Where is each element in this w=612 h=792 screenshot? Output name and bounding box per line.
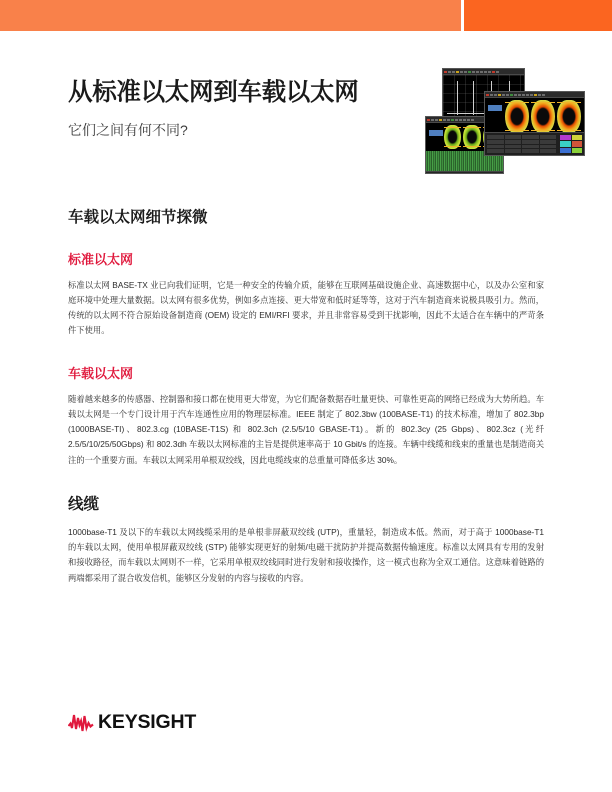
subsection-heading-standard-ethernet: 标准以太网 (68, 251, 134, 267)
keysight-logo (68, 713, 196, 733)
scope-channel-badge (429, 130, 443, 136)
scope-screen (485, 98, 584, 135)
top-banner (0, 0, 612, 31)
banner-right-block (464, 0, 612, 31)
scope-measurement-panel (485, 132, 584, 155)
banner-left-block (0, 0, 461, 31)
oscilloscope-collage (425, 68, 585, 174)
hero-block (68, 31, 544, 179)
keysight-logo-text: KEYSIGHT (98, 711, 197, 734)
paragraph-cables: 1000base-T1 及以下的车载以太网线缆采用的是单根非屏蔽双绞线 (UTP)，重量轻，制造成本低。然而，对于高于 1000base-T1 的车载以太网，使用单根屏蔽双绞线 (STP) 能够实现更好的射频/电磁干扰防护并提高数据传输速度。标准以太网具有专用的发射和接收路径，而车载以太网则不一样，它采用单根双绞线同时进行发射和接收操作，这一模式也称为全双工通信。这意味着链路的两端都采用了混合收发信机，能够区分发射的内容与接收的内容。 (68, 527, 544, 583)
section-heading-automotive-ethernet-details: 车载以太网细节探微 (68, 209, 208, 226)
measurement-table (485, 133, 558, 155)
oscilloscope-eye-diagram-measurement-screenshot (484, 91, 585, 156)
page-title: 从标准以太网到车载以太网 (68, 79, 359, 106)
keysight-waveform-icon (68, 713, 94, 733)
document-page (0, 31, 612, 792)
eye-diagram (505, 100, 581, 133)
paragraph-standard-ethernet: 标准以太网 BASE-TX 业已向我们证明，它是一种安全的传输介质，能够在互联网基础设施企业、高速数据中心，以及办公室和家庭环境中处理大量数据。以太网有很多优势，例如多点连接、更大带宽和低时延等等，这对于汽车制造商来说极具吸引力。然而，传统的以太网不符合原始设备制造商 (OEM) 设定的 EMI/RFI 要求，并且非常容易受到干扰影响，因此不太适合在车辆中的严苛条件下使用。 (68, 280, 544, 336)
scope-statusbar (426, 171, 503, 174)
hero-text (68, 31, 368, 140)
paragraph-automotive-ethernet: 随着越来越多的传感器、控制器和接口都在使用更大带宽，为它们配备数据吞吐量更快、可靠性更高的网络已经成为大势所趋。车载以太网是一个专门设计用于汽车连通性应用的物理层标准。IEEE 制定了 802.3bw (100BASE-T1) 的技术标准，增加了 802.3bp (1000BASE-TI)、802.3.cg (10BASE-T1S) 和 802.3ch (2.5/5/10 GBASE-T1)。新的 802.3cy (25 Gbps)、802.3cz (光纤 2.5/5/10/25/50Gbps) 和 802.3dh 车载以太网标准的主旨是提供速率高于 10 Gbit/s 的连接。车辆中线缆和线束的重量也是制造商关注的一个重要方面。车载以太网采用单根双绞线，因此电缆线束的总重量可降低多达 30%。 (68, 394, 544, 465)
page-subtitle: 它们之间有何不同? (68, 122, 188, 139)
channel-color-swatches (558, 133, 584, 155)
content-column (68, 31, 544, 586)
section-heading-cables: 线缆 (68, 495, 100, 513)
scope-channel-badge (488, 105, 502, 111)
subsection-heading-automotive-ethernet: 车载以太网 (68, 365, 134, 381)
